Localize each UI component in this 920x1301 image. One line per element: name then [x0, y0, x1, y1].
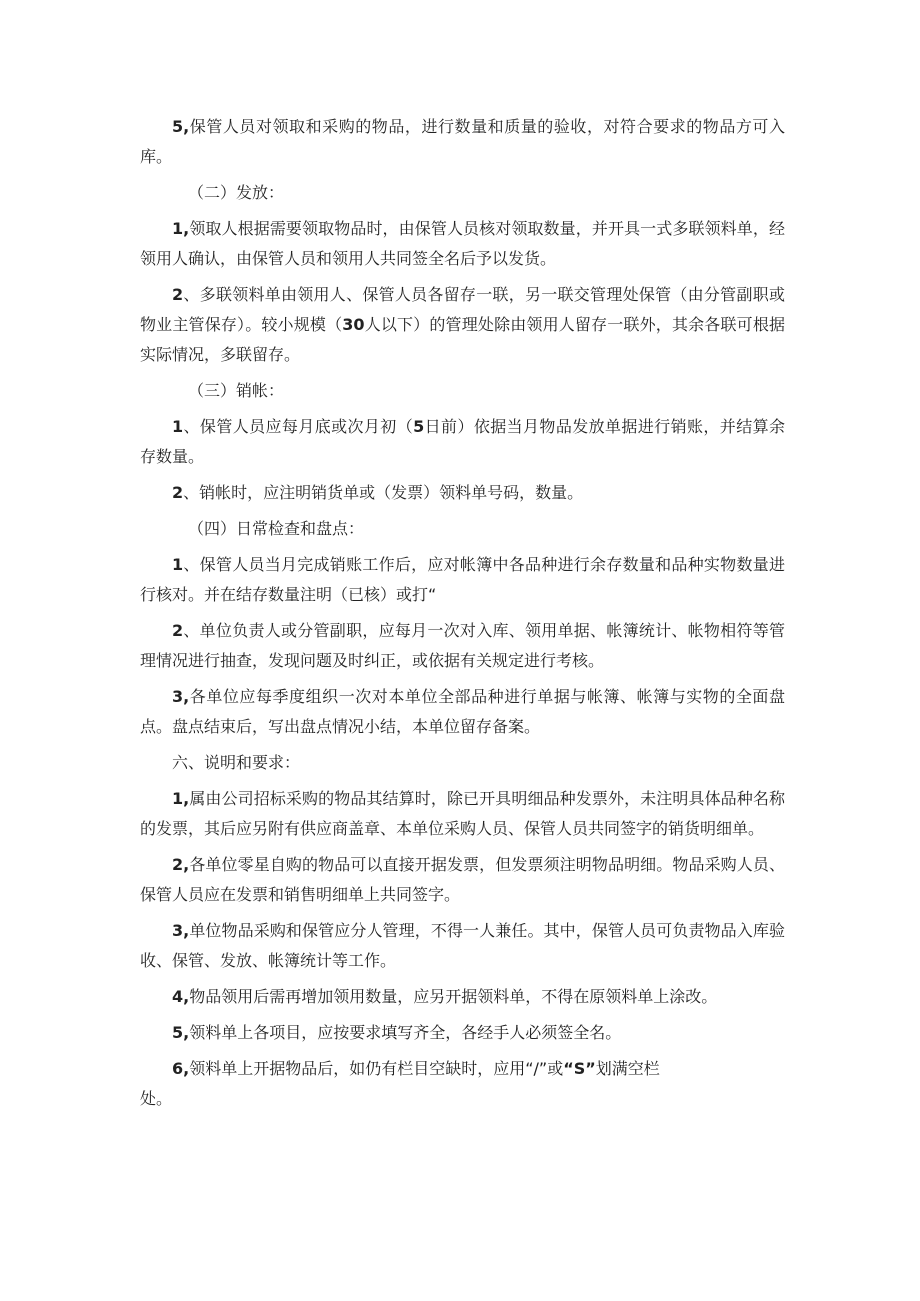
- item-number: 2: [172, 621, 184, 640]
- inline-number: 30: [342, 315, 365, 334]
- section-heading-text: （三）销帐：: [188, 381, 285, 400]
- paragraph-text: 物品领用后需再增加领用数量，应另开据领料单，不得在原领料单上涂改。: [189, 987, 718, 1006]
- paragraph: [140, 850, 785, 910]
- paragraph-text: 单位物品采购和保管应分人管理，不得一人兼任。其中，保管人员可负责物品入库验收、保管、发放、帐簿统计等工作。: [140, 921, 785, 970]
- paragraph: [140, 916, 785, 976]
- paragraph-text: 、保管人员应每月底或次月初（: [183, 417, 414, 436]
- paragraph-text: 、销帐时，应注明销货单或（发票）领料单号码，数量。: [183, 483, 584, 502]
- item-number: 3,: [172, 921, 190, 940]
- inline-number: 5: [413, 417, 425, 436]
- section-heading-text: 六、说明和要求：: [172, 753, 301, 772]
- paragraph: [140, 550, 785, 610]
- paragraph-text: 保管人员对领取和采购的物品，进行数量和质量的验收，对符合要求的物品方可入库。: [140, 117, 785, 166]
- paragraph: [140, 982, 785, 1012]
- item-number: 4,: [172, 987, 190, 1006]
- item-number: 2,: [172, 855, 190, 874]
- paragraph-text: 划满空栏: [595, 1059, 660, 1078]
- inline-symbol: “S”: [563, 1059, 596, 1078]
- section-heading: [140, 748, 785, 778]
- paragraph: [140, 682, 785, 742]
- document-body: [140, 112, 785, 1120]
- section-heading: [140, 178, 785, 208]
- paragraph: [140, 784, 785, 844]
- paragraph: [140, 1054, 785, 1114]
- paragraph: [140, 1018, 785, 1048]
- item-number: 3,: [172, 687, 190, 706]
- paragraph-text: 、单位负责人或分管副职，应每月一次对入库、领用单据、帐簿统计、帐物相符等管理情况进行抽查，发现问题及时纠正，或依据有关规定进行考核。: [140, 621, 785, 670]
- paragraph-text: 人以下）的管理处除由领用人留存一联外，其余各联可根据实际情况，多联留存。: [140, 315, 785, 364]
- paragraph-text: 各单位应每季度组织一次对本单位全部品种进行单据与帐簿、帐簿与实物的全面盘点。盘点结束后，写出盘点情况小结，本单位留存备案。: [140, 687, 785, 736]
- item-number: 2: [172, 483, 184, 502]
- item-number: 1: [172, 555, 184, 574]
- item-number: 5,: [172, 1023, 190, 1042]
- paragraph-text: 各单位零星自购的物品可以直接开据发票，但发票须注明物品明细。物品采购人员、保管人员应在发票和销售明细单上共同签字。: [140, 855, 785, 904]
- item-number: 1: [172, 417, 184, 436]
- paragraph: [140, 112, 785, 172]
- paragraph-text: 领料单上各项目，应按要求填写齐全，各经手人必须签全名。: [189, 1023, 622, 1042]
- paragraph-text: 日前）依据当月物品发放单据进行销账，并结算余存数量。: [140, 417, 785, 466]
- paragraph: [140, 616, 785, 676]
- paragraph-text: 属由公司招标采购的物品其结算时，除已开具明细品种发票外，未注明具体品种名称的发票，其后应另附有供应商盖章、本单位采购人员、保管人员共同签字的销货明细单。: [140, 789, 785, 838]
- paragraph-text: 、保管人员当月完成销账工作后，应对帐簿中各品种进行余存数量和品种实物数量进行核对。并在结存数量注明（已核）或打“: [140, 555, 785, 604]
- section-heading-text: （二）发放：: [188, 183, 285, 202]
- section-heading-text: （四）日常检查和盘点：: [188, 519, 365, 538]
- item-number: 1,: [172, 789, 190, 808]
- paragraph: [140, 412, 785, 472]
- paragraph-text: 领取人根据需要领取物品时，由保管人员核对领取数量，并开具一式多联领料单，经领用人确认，由保管人员和领用人共同签全名后予以发货。: [140, 219, 785, 268]
- item-number: 6,: [172, 1059, 190, 1078]
- item-number: 1,: [172, 219, 190, 238]
- item-number: 2: [172, 285, 184, 304]
- paragraph: [140, 478, 785, 508]
- section-heading: [140, 514, 785, 544]
- paragraph-tail: 处。: [140, 1089, 173, 1108]
- item-number: 5,: [172, 117, 190, 136]
- paragraph: [140, 214, 785, 274]
- paragraph-text: 领料单上开据物品后，如仍有栏目空缺时，应用“/”或: [189, 1059, 564, 1078]
- paragraph-text: 、多联领料单由领用人、保管人员各留存一联，另一联交管理处保管（由分管副职或物业主管保存）。较小规模（: [140, 285, 785, 334]
- paragraph: [140, 280, 785, 370]
- section-heading: [140, 376, 785, 406]
